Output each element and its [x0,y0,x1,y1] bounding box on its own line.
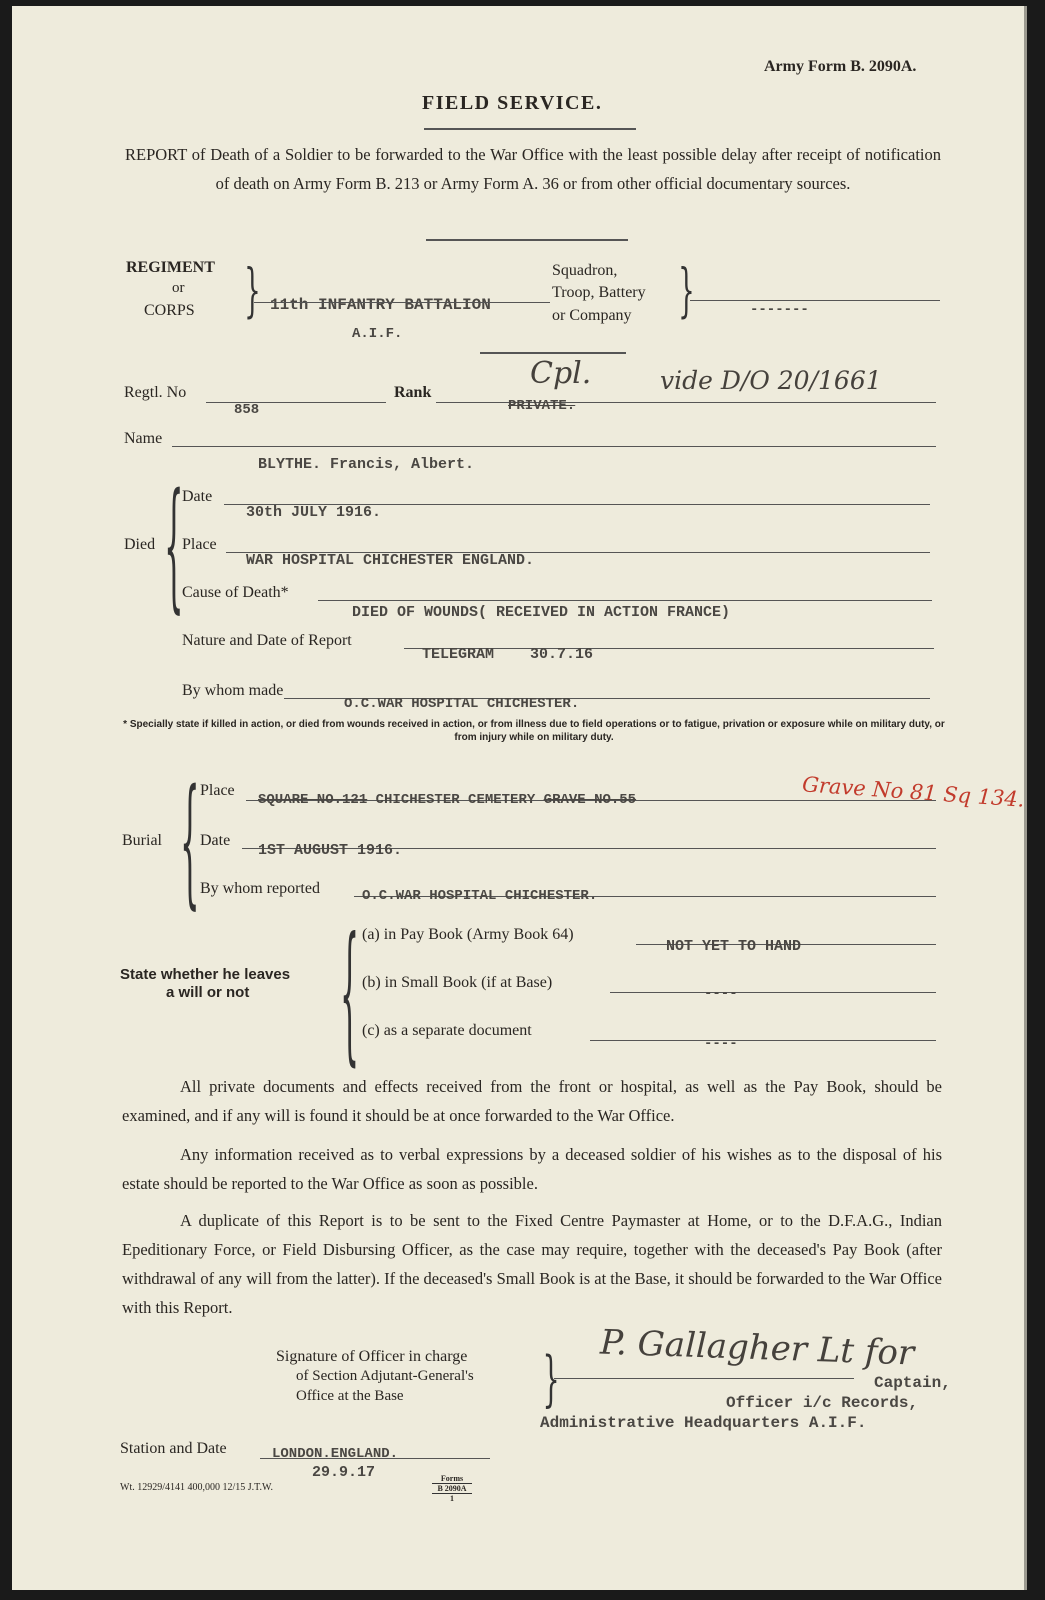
form-number: Army Form B. 2090A. [764,58,917,75]
burial-date-label: Date [200,832,231,849]
cause-value: DIED OF WOUNDS( RECEIVED IN ACTION FRANCE) [352,604,731,621]
report-label: Nature and Date of Report [182,632,352,649]
signature-line [554,1378,854,1379]
will-b-label: (b) in Small Book (if at Base) [362,974,553,991]
died-label: Died [124,536,156,553]
signature-label-2: of Section Adjutant-General's [296,1368,474,1384]
signature-officer: Officer i/c Records, [726,1394,919,1412]
burial-place-group [258,792,636,808]
regiment-line [254,302,550,303]
regiment-value: 11th INFANTRY BATTALION [270,296,491,314]
burial-place-struck: SQUARE NO.121 [258,792,368,808]
burial-place-label: Place [200,782,235,799]
burial-place-correction: Grave No 81 Sq 134. [801,772,1026,812]
forms-ref-line2: B 2090A [432,1483,472,1494]
regiment-separator [480,352,626,354]
will-c-line [590,1040,936,1041]
name-line [172,446,936,447]
will-label-1: State whether he leaves [120,966,291,983]
signature-headquarters: Administrative Headquarters A.I.F. [540,1414,867,1432]
burial-label: Burial [122,832,162,849]
signature-brace: } [542,1344,560,1414]
squadron-label-2: Troop, Battery [552,284,646,301]
regiment-brace: } [244,256,261,324]
burial-reported-value: O.C.WAR HOSPITAL CHICHESTER. [362,888,598,904]
intro-text: REPORT of Death of a Soldier to be forwarded to the War Office with the least possible delay after receipt of notification of death on Army Form B. 213 or Army Form A. 36 or from other official documentary sources. [125,145,941,193]
will-brace: { [340,906,360,1080]
burial-reported-label: By whom reported [200,880,320,897]
burial-date-value: 1ST AUGUST 1916. [258,842,403,859]
squadron-label-1: Squadron, [552,262,618,279]
made-by-value: O.C.WAR HOSPITAL CHICHESTER. [344,696,580,712]
form-sheet [12,6,1027,1590]
forms-ref-line1: Forms [440,1474,464,1483]
cause-label: Cause of Death* [182,584,289,601]
will-a-label: (a) in Pay Book (Army Book 64) [362,926,574,943]
title-underline [424,128,636,130]
footnote: * Specially state if killed in action, or died from wounds received in action, or from illness due to field operations or to fatigue, privation or exposure while on military duty, or from injury while on military duty. [123,719,945,743]
burial-place-value: CHICHESTER CEMETERY [375,792,536,808]
signature-handwritten: P. Gallagher Lt for [599,1322,915,1374]
name-value: BLYTHE. Francis, Albert. [258,456,475,473]
station-date: 29.9.17 [312,1464,376,1481]
regtl-no-line [206,402,386,403]
will-a-value: NOT YET TO HAND [666,938,802,955]
will-label-2: a will or not [166,984,250,1001]
regiment-label: REGIMENT [126,259,215,276]
rank-label: Rank [394,384,432,401]
squadron-brace: } [678,256,695,324]
paragraph-duplicate: A duplicate of this Report is to be sent to the Fixed Centre Paymaster at Home, or to the D.F.A.G., Indian Epeditionary Force, or Field Disbursing Officer, as the case may require, together with the deceased's Pay Book (after withdrawal of any will from the latter). If the deceased's Small Book is at the Base, it should be forwarded to the War Office with this Report. [122,1211,942,1317]
will-b-value: ---- [704,986,738,1002]
rank-typed-struck: PRIVATE. [508,398,576,414]
regiment-or-label: or [172,280,185,296]
squadron-label-3: or Company [552,307,632,324]
regtl-no-label: Regtl. No [124,384,187,401]
station-label: Station and Date [120,1440,227,1457]
signature-label-1: Signature of Officer in charge [276,1348,468,1365]
died-date-value: 30th JULY 1916. [246,504,382,521]
paragraph-documents: All private documents and effects received from the front or hospital, as well as the Pay Book, should be examined, and if any will is found it should be at once forwarded to the War Office. [122,1077,942,1125]
forms-reference [432,1474,472,1503]
regiment-value-aif: A.I.F. [352,326,403,342]
name-label: Name [124,430,163,447]
will-c-value: ---- [704,1036,738,1052]
cause-line [318,600,932,601]
died-date-label: Date [182,488,213,505]
died-place-label: Place [182,536,217,553]
made-by-label: By whom made [182,682,284,699]
forms-ref-line3: 1 [450,1494,454,1503]
corps-label: CORPS [144,302,195,319]
squadron-value: ------- [750,302,809,318]
form-title: FIELD SERVICE. [422,92,603,114]
rank-note: vide D/O 20/1661 [660,366,882,395]
rank-handwritten: Cpl. [530,356,592,391]
print-reference: Wt. 12929/4141 400,000 12/15 J.T.W. [120,1482,274,1493]
died-place-value: WAR HOSPITAL CHICHESTER ENGLAND. [246,552,535,569]
burial-place-struck-2: GRAVE NO.55 [543,792,637,808]
regtl-no-value: 858 [234,402,260,418]
squadron-line [690,300,940,301]
paragraph-verbal: Any information received as to verbal expressions by a deceased soldier of his wishes as to the disposal of his estate should be reported to the War Office as soon as possible. [122,1145,942,1193]
burial-brace: { [180,760,200,923]
signature-captain: Captain, [874,1374,951,1392]
will-c-label: (c) as a separate document [362,1022,532,1039]
station-value: LONDON.ENGLAND. [272,1446,399,1462]
died-brace: { [164,464,184,627]
report-value: TELEGRAM 30.7.16 [422,646,594,663]
intro-underline [426,239,628,241]
will-b-line [610,992,936,993]
signature-label-3: Office at the Base [296,1388,404,1404]
